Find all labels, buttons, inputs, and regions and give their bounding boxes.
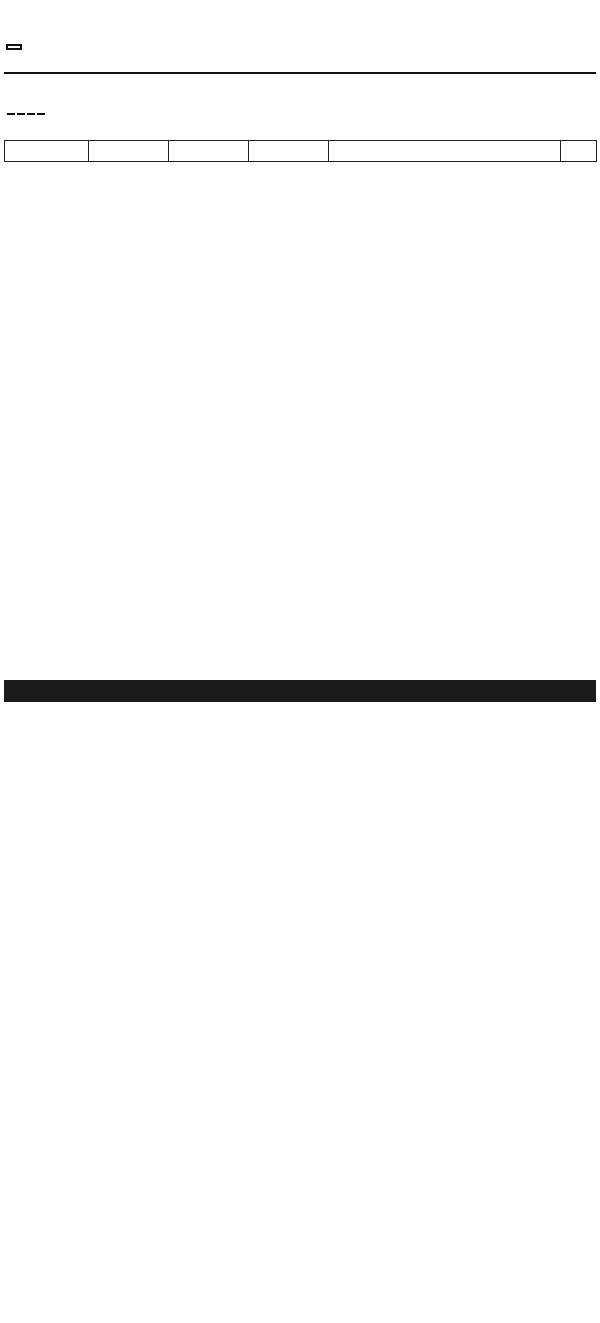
col-question-header [329,141,561,162]
option-box-d [7,113,15,115]
divider [4,72,596,74]
option-box-c [17,113,25,115]
option-boxes [6,106,594,120]
option-box-b [27,113,35,115]
header-row [6,44,594,70]
mcq-table [4,140,597,162]
col-number-header [561,141,597,162]
col-a-header [249,141,329,162]
section-band [4,680,596,702]
total-marks-label [6,44,22,50]
col-b-header [169,141,249,162]
table-header-row [5,141,597,162]
option-box-a [37,113,45,115]
col-c-header [89,141,169,162]
col-d-header [5,141,89,162]
